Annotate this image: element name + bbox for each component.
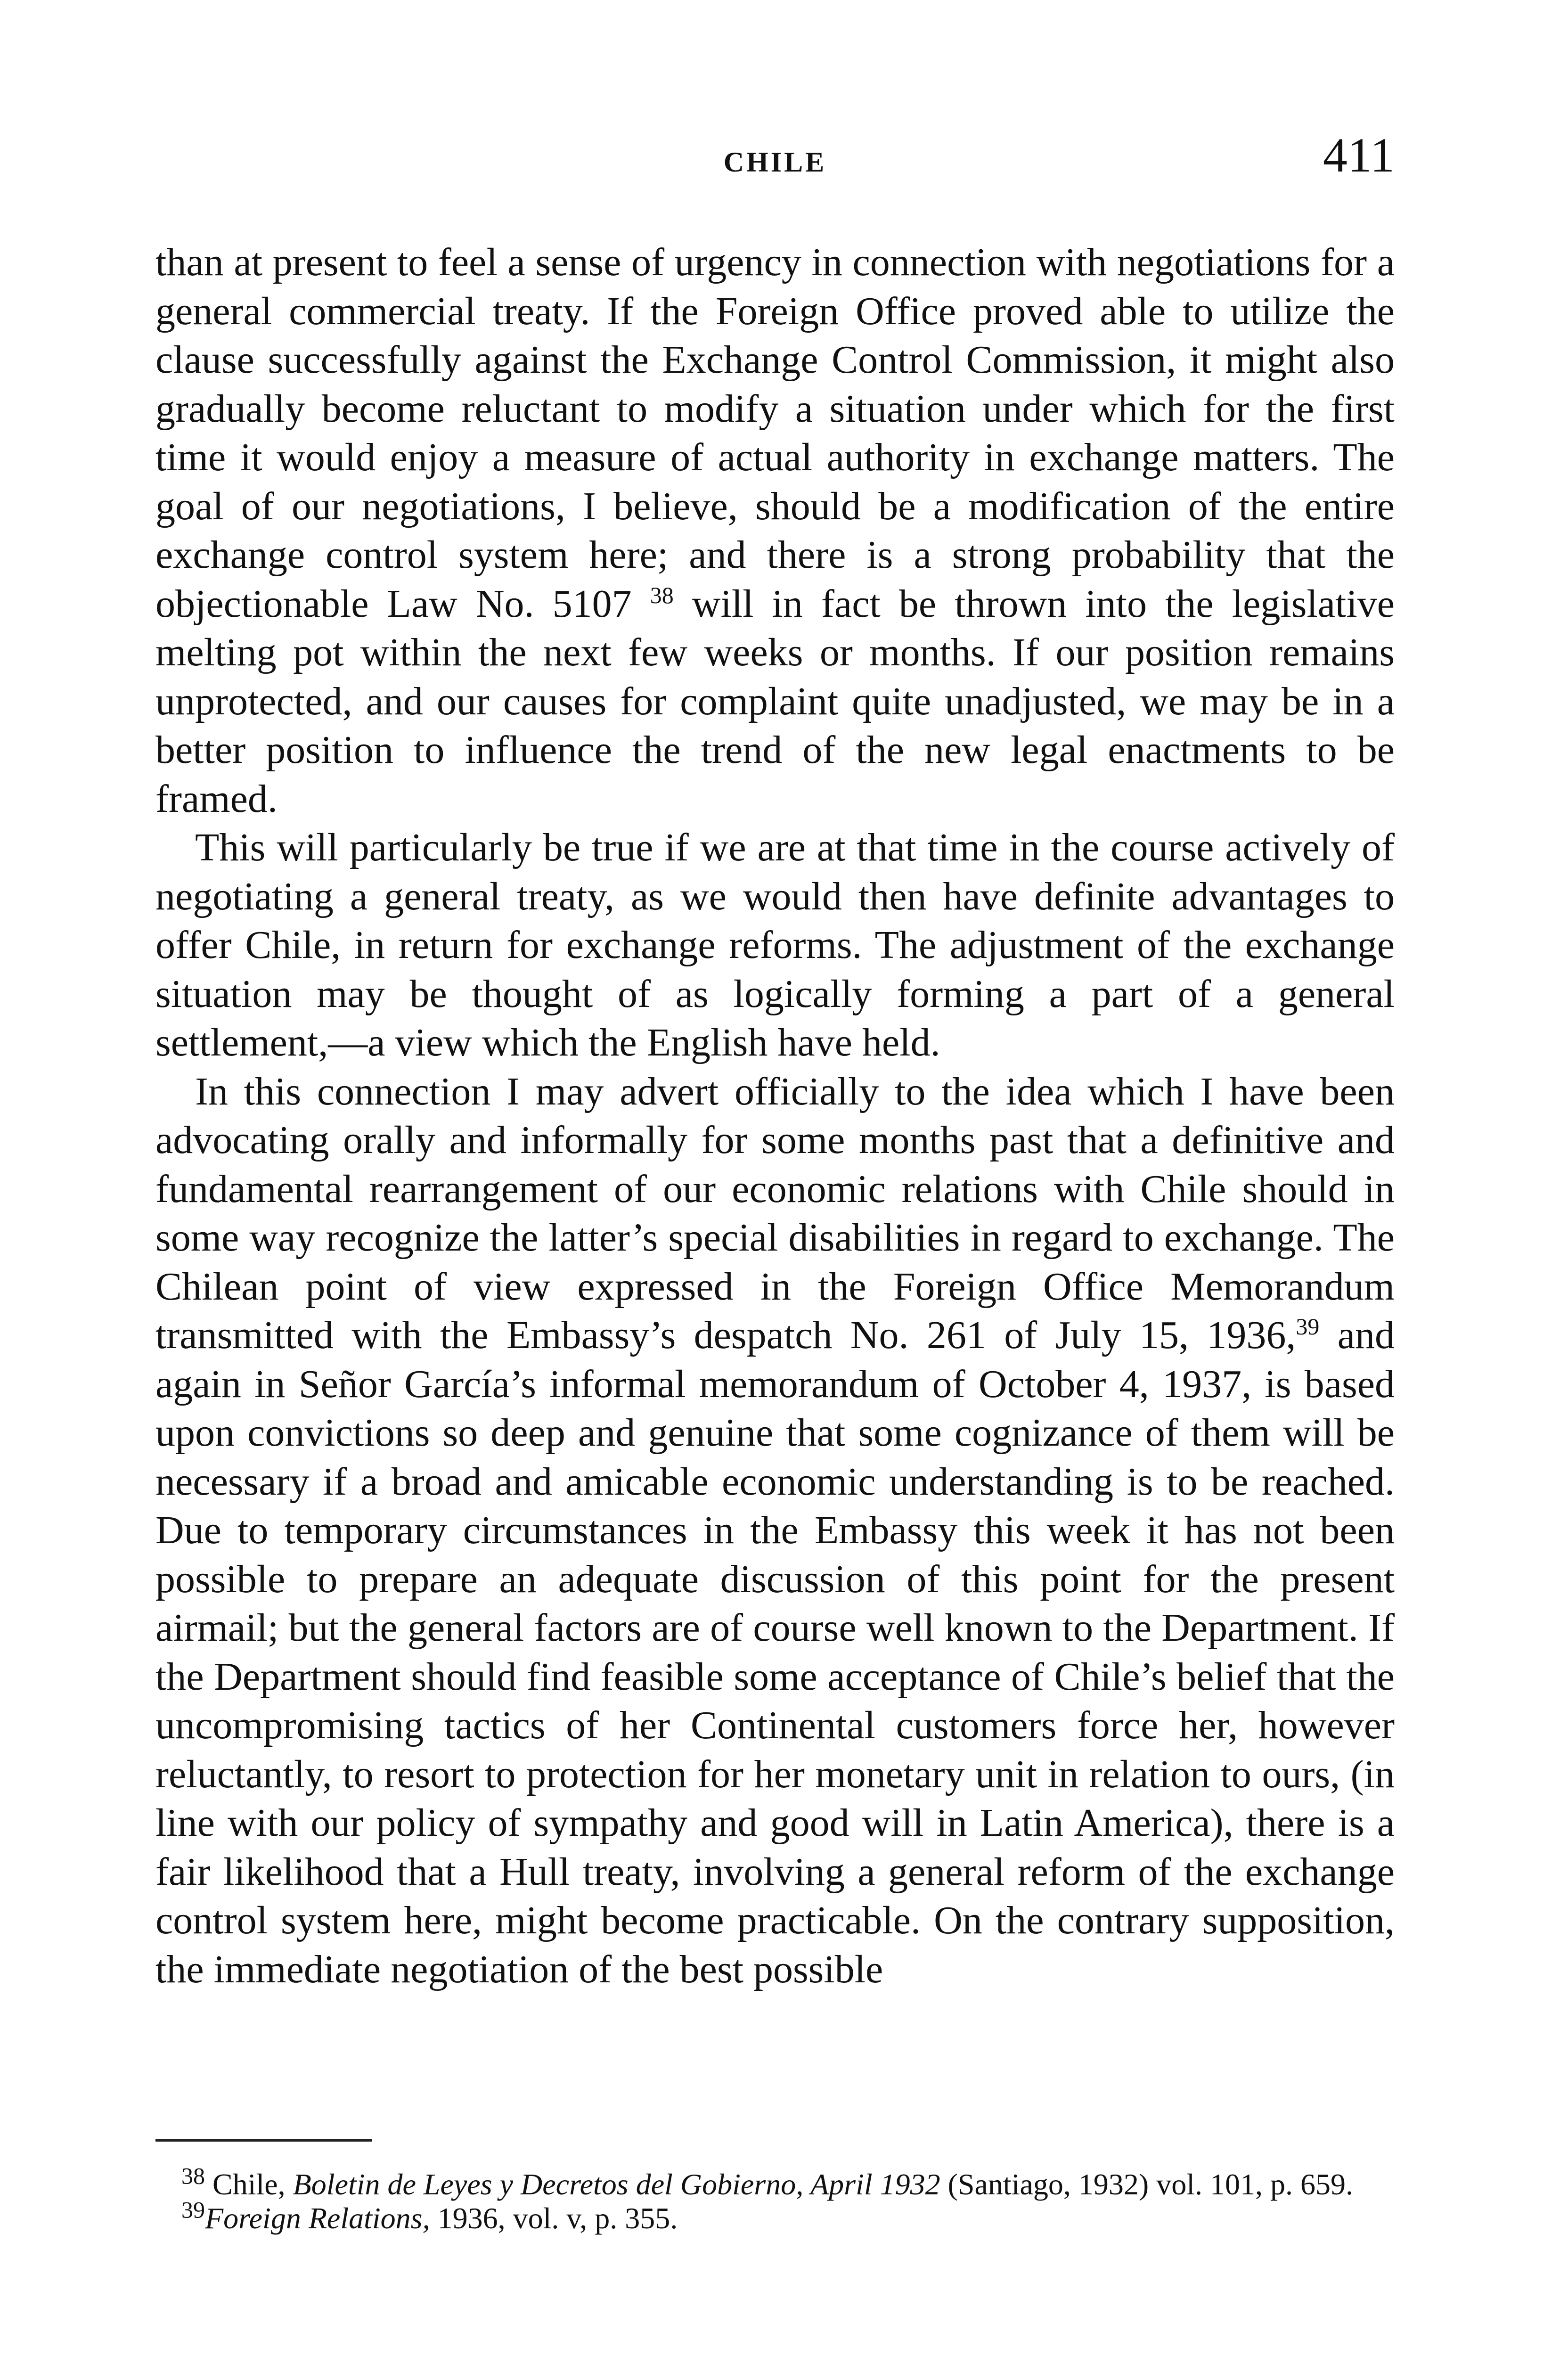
footnote-39 — [155, 2196, 1395, 2235]
footnote-38-title: Boletin de Leyes y Decretos del Gobierno, April 1932 — [293, 2168, 940, 2201]
footnote-38-rest: (Santiago, 1932) vol. 101, p. 659. — [940, 2168, 1353, 2201]
paragraph-3-text-b: and again in Señor García’s informal memorandum of October 4, 1937, is based upon convictions so deep and genuine that some cognizance of them will be necessary if a broad and amicable economic understanding is to be reached. Due to temporary circumstances in the Embassy this week it has not been possible to prepare an adequate discussion of this point for the present airmail; but the general factors are of course well known to the Department. If the Department should find feasible some acceptance of Chile’s belief that the uncompromising tactics of her Continental customers force her, however reluctantly, to resort to protection for her monetary unit in relation to ours, (in line with our policy of sympathy and good will in Latin America), there is a fair likelihood that a Hull treaty, involving a general reform of the exchange control system here, might become practicable. On the contrary supposition, the immediate negotiation of the best possible — [155, 1313, 1395, 1991]
page-number: 411 — [1323, 128, 1395, 182]
paragraph-2: This will particularly be true if we are at that time in the course actively of negotiating a general treaty, as we would then have definite advantages to offer Chile, in return for exchange reforms. The adjustment of the exchange situation may be thought of as logically forming a part of a general settlement,—a view which the English have held. — [155, 826, 1395, 1064]
page-header — [155, 127, 1395, 198]
footnotes — [155, 2162, 1395, 2235]
footnote-38-lead: Chile, — [205, 2168, 293, 2201]
paragraph-1 — [155, 238, 1395, 823]
footnote-ref-38: 38 — [650, 581, 674, 608]
paragraph-3 — [155, 1067, 1395, 1994]
footnote-39-rest: 1936, vol. v, p. 355. — [430, 2201, 678, 2235]
footnote-38 — [155, 2162, 1395, 2201]
footnote-ref-39: 39 — [1296, 1313, 1320, 1340]
body-text — [155, 238, 1395, 1994]
paragraph-1-text-a: than at present to feel a sense of urgency in connection with negotiations for a general commercial treaty. If the Foreign Office proved able to utilize the clause successfully against the Exchange Control Commission, it might also gradually become reluctant to modify a situation under which for the first time it would enjoy a measure of actual authority in exchange matters. The goal of our negotiations, I believe, should be a modification of the entire exchange control system here; and there is a strong probability that the objectionable Law No. 5107 — [155, 240, 1395, 626]
footnote-marker-39: 39 — [181, 2196, 205, 2223]
running-title: CHILE — [723, 147, 827, 178]
footnote-rule — [155, 2139, 372, 2142]
footnote-39-title: Foreign Relations, — [205, 2201, 430, 2235]
paragraph-1-text-b: will in fact be thrown into the legislative melting pot within the next few weeks or months. If our position remains unprotected, and our causes for complaint quite unadjusted, we may be in a better position to influence the trend of the new legal enactments to be framed. — [155, 581, 1395, 821]
paragraph-3-text-a: In this connection I may advert officially to the idea which I have been advocating orally and informally for some months past that a definitive and fundamental rearrangement of our economic relations with Chile should in some way recognize the latter’s special disabilities in regard to exchange. The Chilean point of view expressed in the Foreign Office Memorandum transmitted with the Embassy’s despatch No. 261 of July 15, 1936, — [155, 1069, 1395, 1357]
footnote-marker-38: 38 — [181, 2162, 205, 2189]
